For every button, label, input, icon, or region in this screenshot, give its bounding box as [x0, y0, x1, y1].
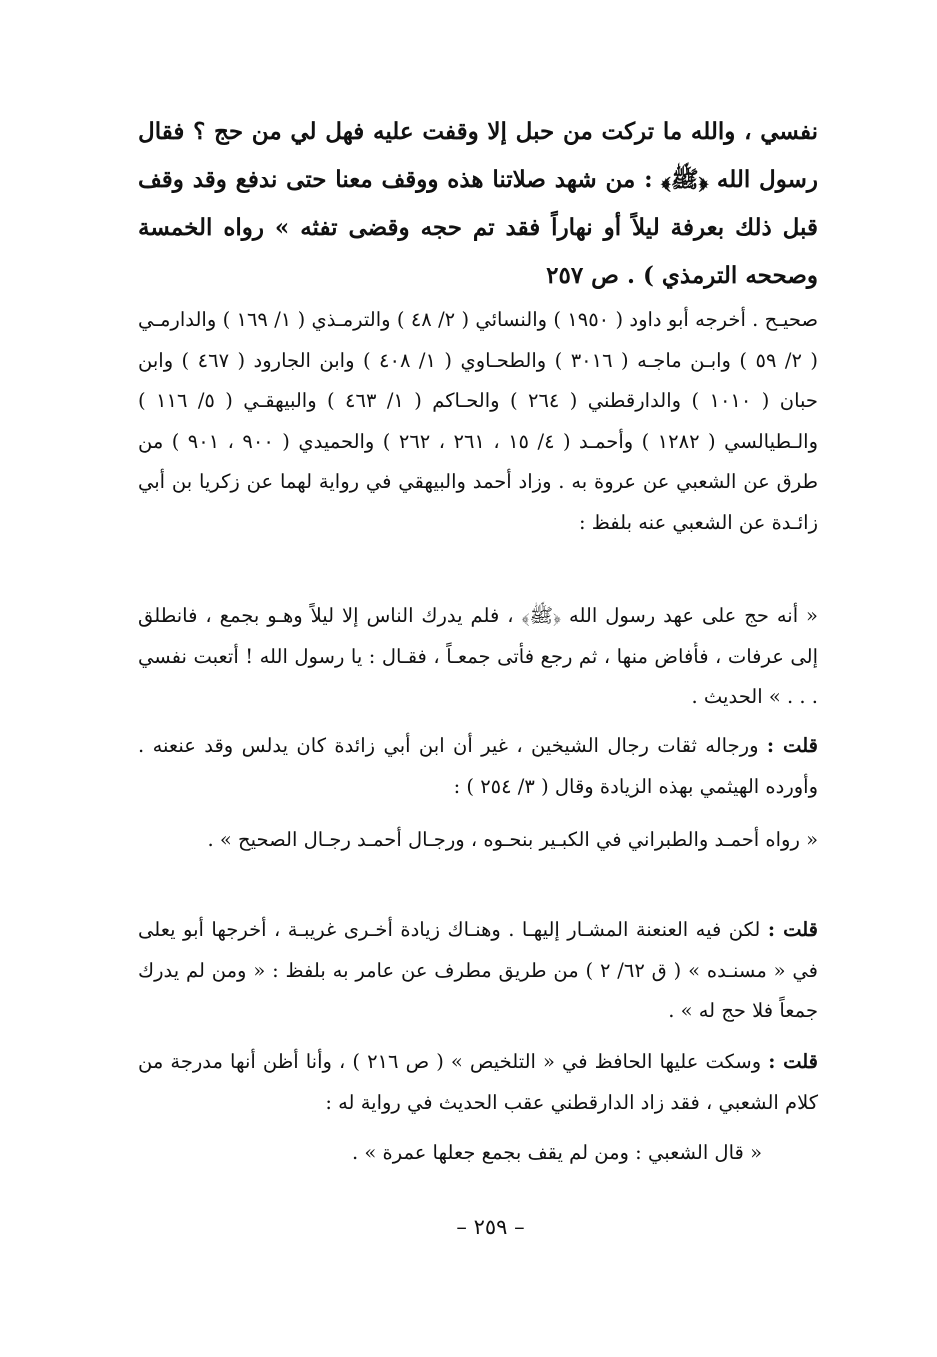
commentary-body: لكن فيه العنعنة المشـار إليهـا . وهنـاك زيادة أخـرى غريبـة ، أخرجها أبو يعلى في « مسنـده » ( ق ٦٢/ ٢ ) من طريق مطرف عن عامر به بلفظ : « ومن لم يدرك جمعاً فلا حج له » .: [138, 918, 818, 1022]
shabi-quote-paragraph: « قال الشعبي : ومن لم يقف بجمع جعلها عمرة » .: [351, 1141, 762, 1164]
commentary-paragraph-1: [138, 726, 818, 807]
commentary-body: ورجاله ثقات رجال الشيخين ، غير أن ابن أبي زائدة كان يدلس وقد عنعنه . وأورده الهيثمي بهذه الزيادة وقال ( ٣/ ٢٥٤ ) :: [138, 734, 818, 798]
commentary-body: وسكت عليها الحافظ في « التلخيص » ( ص ٢١٦ ) ، وأنا أظن أنها مدرجة من كلام الشعبي ، فقد زاد الدارقطني عقب الحديث في رواية له :: [138, 1050, 818, 1114]
quoted-narration-paragraph: « أنه حج على عهد رسول الله ﴿ﷺ﴾ ، فلم يدرك الناس إلا ليلاً وهـو بجمع ، فانطلق إلى عرفات ، فأفاض منها ، ثم رجع فأتى جمعـاً ، فقـال : يا رسول الله ! أتعبت نفسي . . . » الحديث .: [138, 604, 818, 708]
haythami-quote-paragraph: « رواه أحمـد والطبراني في الكبـير بنحـوه ، ورجـال أحمـد رجـال الصحيح » .: [207, 828, 818, 851]
qult-label: قلت :: [768, 1050, 818, 1073]
hadith-text: نفسي ، والله ما تركت من حبل إلا وقفت عليه فهل لي من حج ؟ فقال رسول الله ﴿ﷺ﴾ : من شهد صلاتنا هذه ووقف معنا حتى ندفع وقد وقف قبل ذلك بعرفة ليلاً أو نهاراً فقد تم حجه وقضى تفثه » رواه الخمسة وصححه الترمذي ) . ص ٢٥٧: [138, 118, 818, 289]
qult-label: قلت :: [766, 734, 818, 757]
page-number: – ٢٥٩ –: [456, 1215, 525, 1239]
takhrij-paragraph: صحيـح . أخرجه أبو داود ( ١٩٥٠ ) والنسائي ( ٢/ ٤٨ ) والترمـذي ( ١/ ١٦٩ ) والدارمـي ( ٢/ ٥٩ ) وابـن ماجـه ( ٣٠١٦ ) والطحـاوي ( ١/ ٤٠٨ ) وابن الجارود ( ٤٦٧ ) وابن حبان ( ١٠١٠ ) والدارقطني ( ٢٦٤ ) والحـاكم ( ١/ ٤٦٣ ) والبيهقـي ( ٥/ ١١٦ ) والـطيالسي ( ١٢٨٢ ) وأحمـد ( ٤/ ١٥ ، ٢٦١ ، ٢٦٢ ) والحميدي ( ٩٠٠ ، ٩٠١ ) من طرق عن الشعبي عن عروة به . وزاد أحمد والبيهقي في رواية لهما عن زكريا بن أبي زائـدة عن الشعبي عنه بلفظ :: [138, 308, 819, 534]
commentary-paragraph-3: [138, 1042, 818, 1123]
commentary-paragraph-2: [138, 910, 818, 1032]
qult-label: قلت :: [767, 918, 818, 941]
